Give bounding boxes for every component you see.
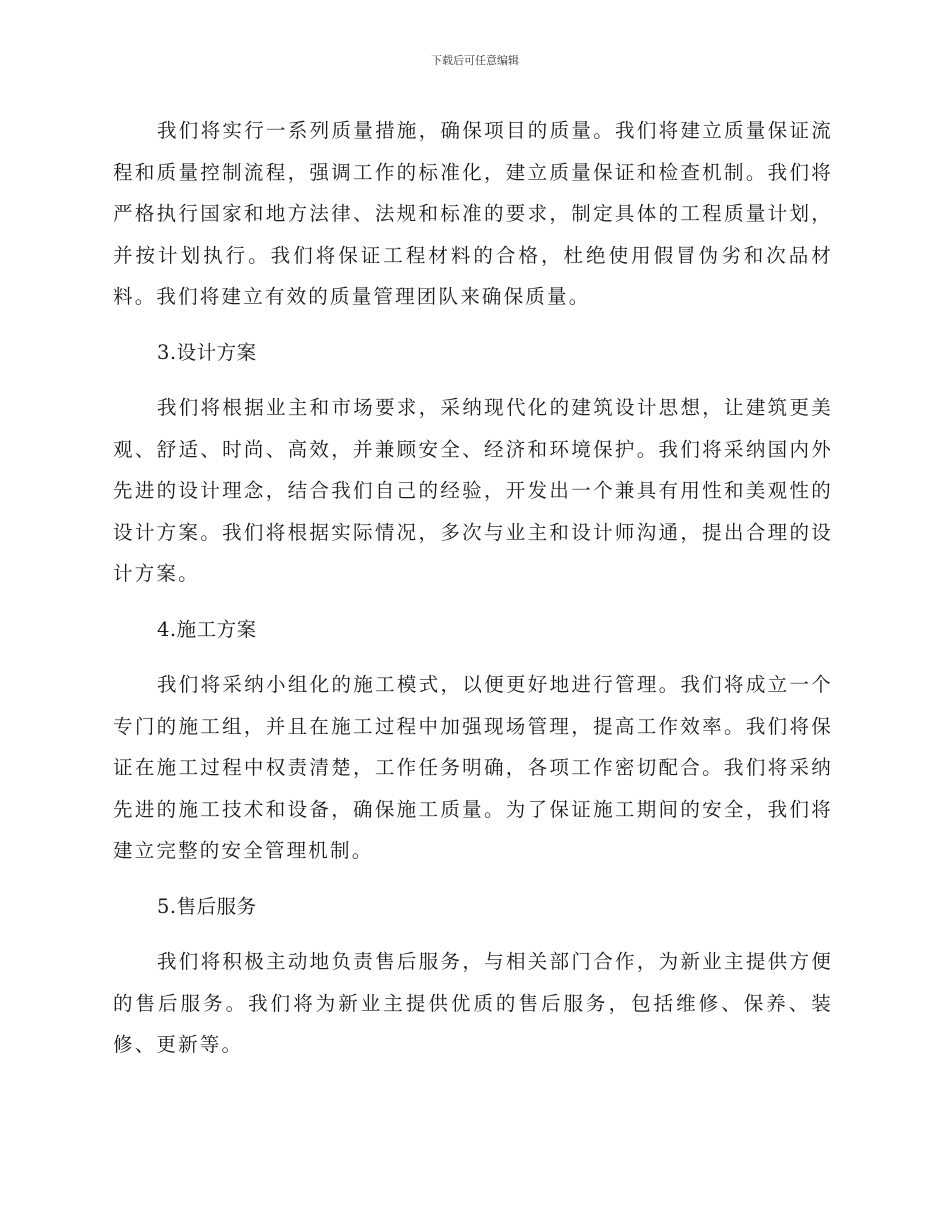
document-body xyxy=(113,110,833,1080)
paragraph-after-sales: 我们将积极主动地负责售后服务，与相关部门合作，为新业主提供方便的售后服务。我们将为新业主提供优质的售后服务，包括维修、保养、装修、更新等。 xyxy=(113,950,833,1056)
paragraph-construction-plan: 我们将采纳小组化的施工模式，以便更好地进行管理。我们将成立一个专门的施工组，并且在施工过程中加强现场管理，提高工作效率。我们将保证在施工过程中权责清楚，工作任务明确，各项工作密切配合。我们将采纳先进的施工技术和设备，确保施工质量。为了保证施工期间的安全，我们将建立完整的安全管理机制。 xyxy=(113,673,833,862)
paragraph-quality-measures: 我们将实行一系列质量措施，确保项目的质量。我们将建立质量保证流程和质量控制流程，强调工作的标准化，建立质量保证和检查机制。我们将严格执行国家和地方法律、法规和标准的要求，制定具体的工程质量计划，并按计划执行。我们将保证工程材料的合格，杜绝使用假冒伪劣和次品材料。我们将建立有效的质量管理团队来确保质量。 xyxy=(113,119,833,308)
section-heading-construction: 4.施工方案 xyxy=(157,617,257,641)
section-heading-after-sales: 5.售后服务 xyxy=(157,894,257,918)
section-heading-design: 3.设计方案 xyxy=(157,340,257,364)
paragraph-design-plan: 我们将根据业主和市场要求，采纳现代化的建筑设计思想，让建筑更美观、舒适、时尚、高效，并兼顾安全、经济和环境保护。我们将采纳国内外先进的设计理念，结合我们自己的经验，开发出一个兼具有用性和美观性的设计方案。我们将根据实际情况，多次与业主和设计师沟通，提出合理的设计方案。 xyxy=(113,396,833,585)
page-header: 下载后可任意编辑 xyxy=(431,54,519,67)
